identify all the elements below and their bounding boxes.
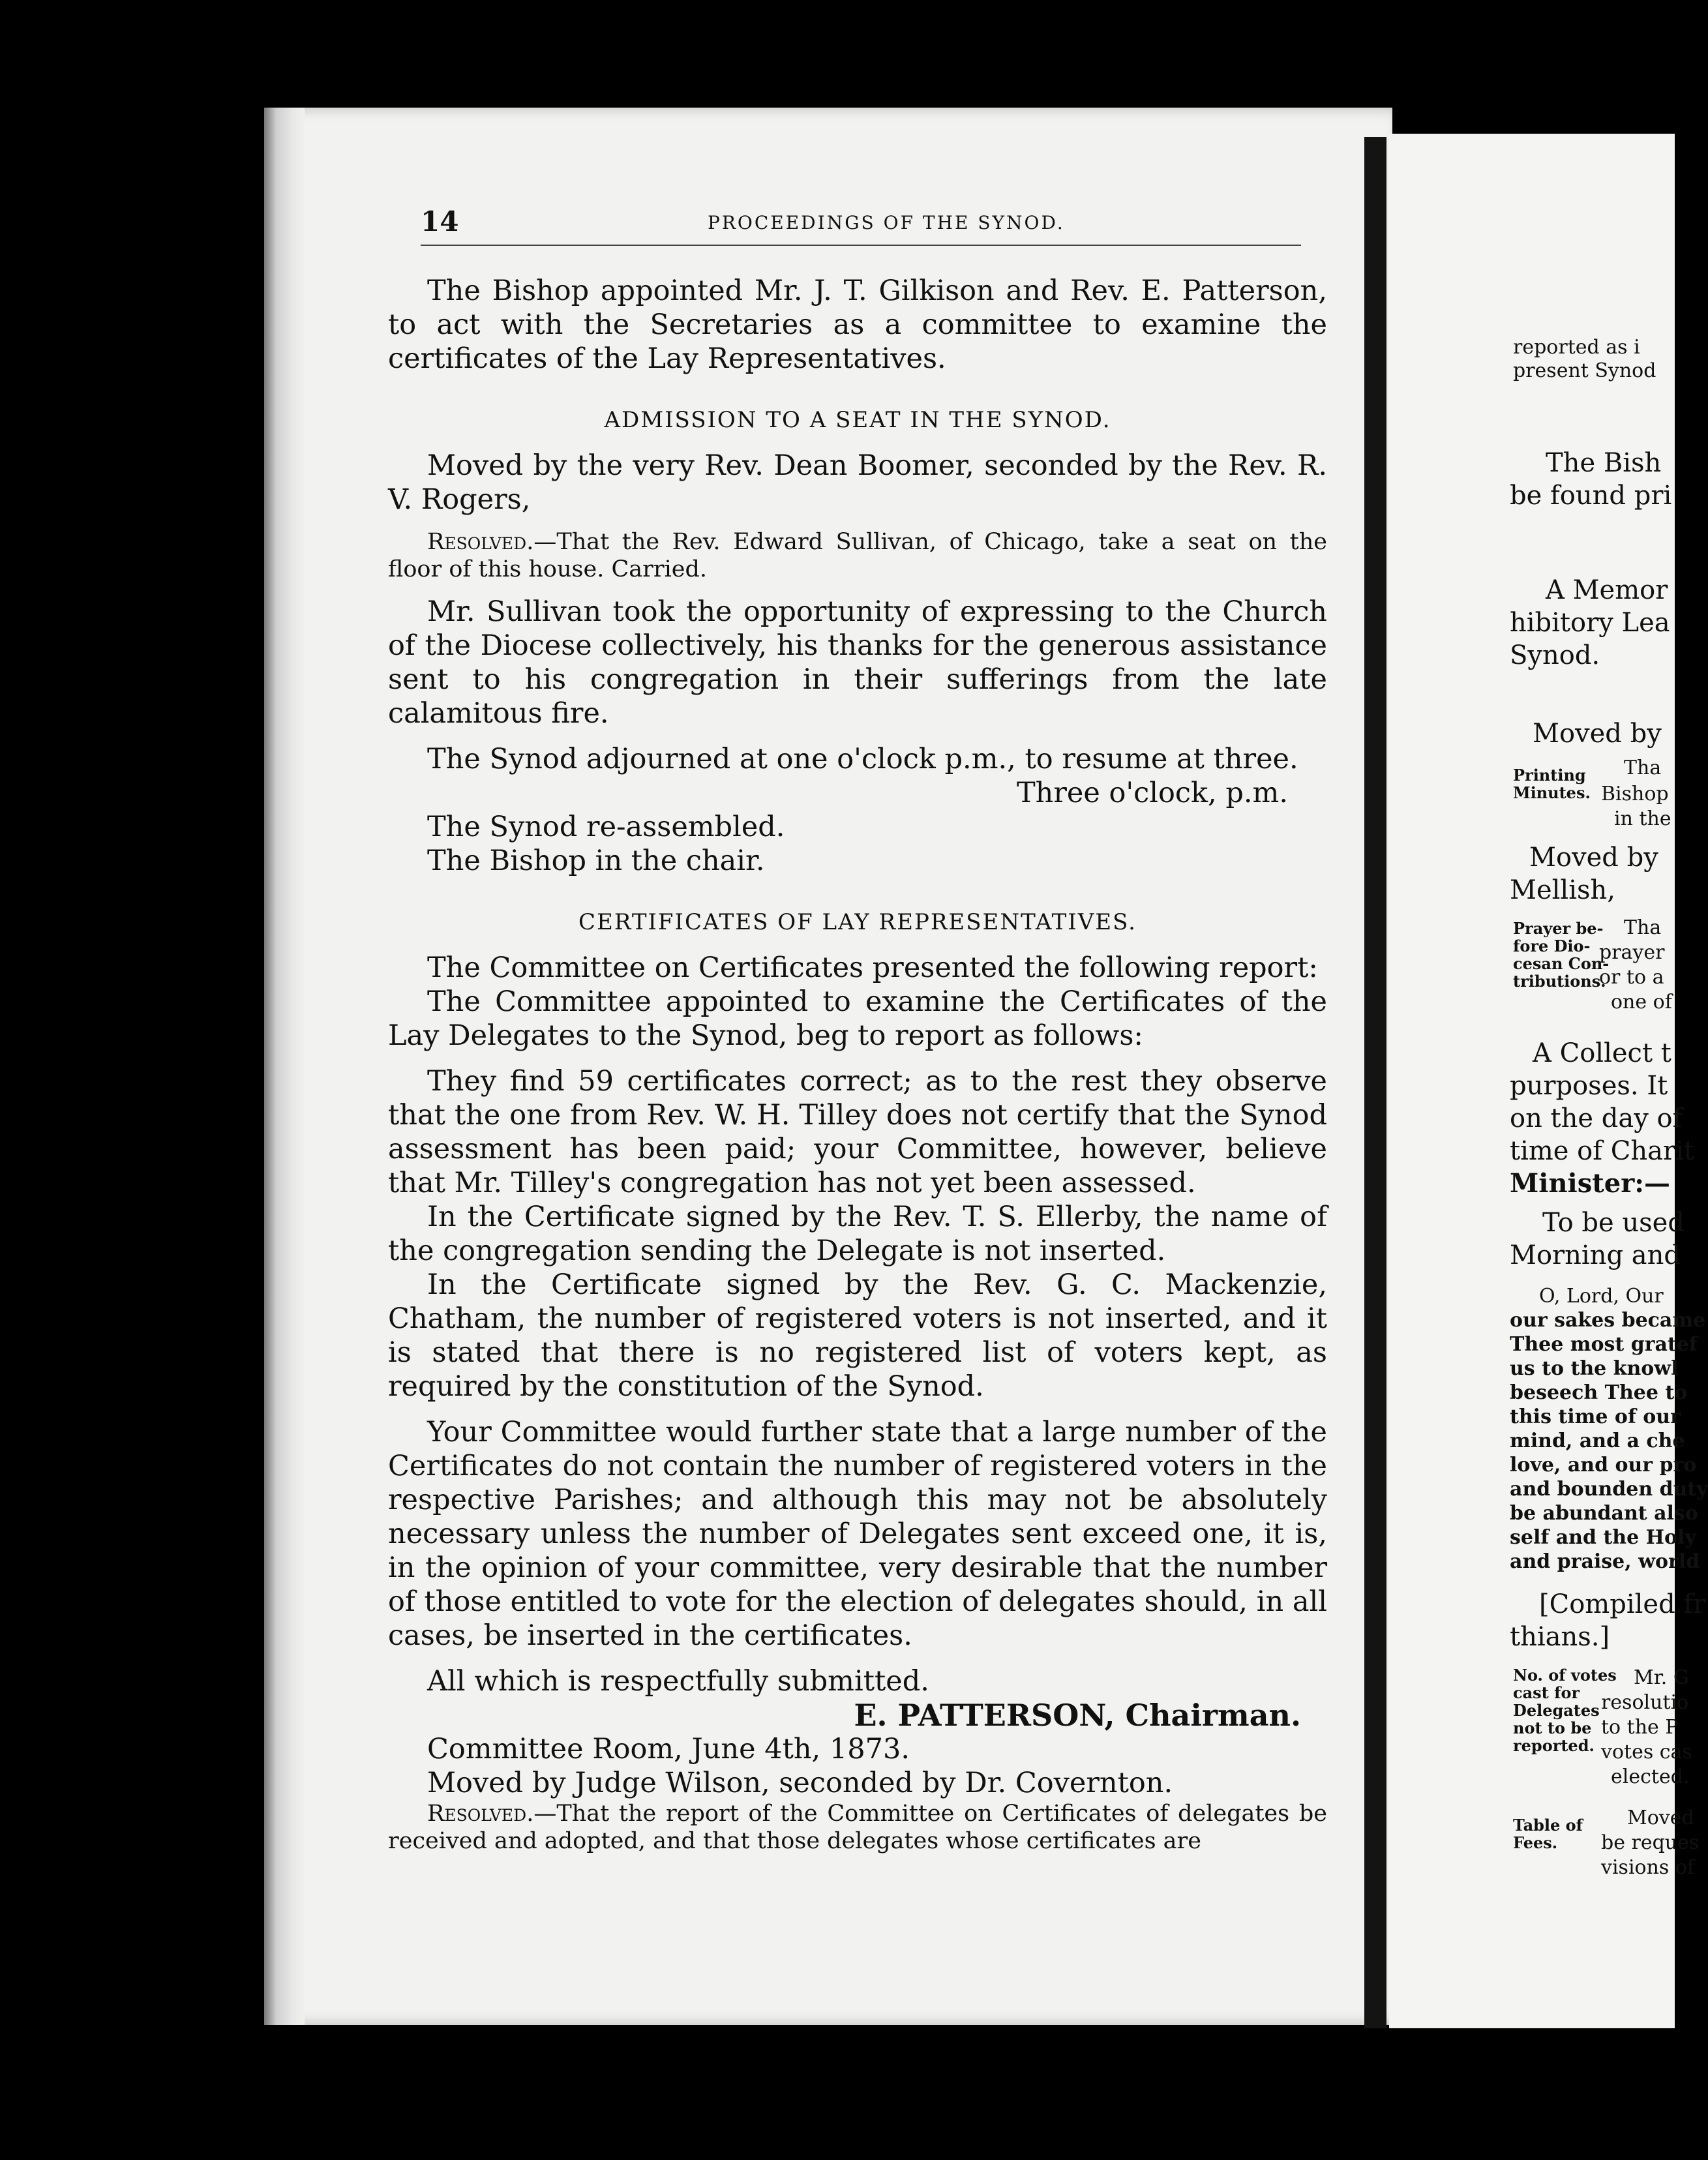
right-page-line: prayer [1599,941,1665,964]
paragraph: The Bishop in the chair. [427,845,765,877]
margin-note: Fees. [1513,1833,1558,1852]
right-page-line: one of [1611,991,1672,1013]
paragraph: All which is respectfully submitted. [427,1665,929,1698]
header-rule [421,245,1301,246]
right-page-line: be abundant also [1510,1502,1698,1525]
margin-note: Delegates [1513,1701,1600,1720]
resolution-text: —That the Rev. Edward Sullivan, of Chicago, take a seat on the floor of this house. Carried. [388,529,1327,582]
section-heading: CERTIFICATES OF LAY REPRESENTATIVES. [578,909,1137,935]
paragraph: In the Certificate signed by the Rev. G. C. Mackenzie, Chatham, the number of registered voters is not inserted, and it is stated that there is no registered list of voters kept, as required by the constitution of the Synod. [388,1268,1327,1403]
paragraph: The Bishop appointed Mr. J. T. Gilkison and Rev. E. Patterson, to act with the Secretaries as a committee to examine the certificates of the Lay Representatives. [388,275,1327,375]
right-page-line: elected. [1611,1765,1690,1788]
paragraph: In the Certificate signed by the Rev. T. S. Ellerby, the name of the congregation sending the Delegate is not inserted. [388,1201,1327,1267]
resolved-label: Resolved. [427,529,534,555]
margin-note: reported. [1513,1736,1595,1755]
right-page-line: be reques [1601,1831,1700,1854]
right-page-line: [Compiled fr [1539,1589,1706,1619]
right-page-line: Morning and [1510,1240,1681,1270]
right-page-line: or to a [1599,966,1664,989]
right-page-line: reported as i [1513,336,1640,359]
margin-note: cast for [1513,1683,1580,1702]
page-header [421,199,1301,251]
right-page-line: beseech Thee to [1510,1381,1688,1404]
right-page-line: and praise, world [1510,1550,1700,1573]
margin-note: Table of [1513,1816,1583,1835]
right-page-line: To be used [1542,1208,1685,1238]
right-page-line: Bishop [1601,783,1669,805]
right-page-line: time of Charit [1510,1136,1694,1166]
right-page [1389,134,1708,2028]
right-page-line: Moved by [1533,719,1662,749]
margin-note: Minutes. [1513,783,1591,802]
right-page-line: Minister:— [1510,1168,1671,1199]
right-page-line: purposes. It [1510,1071,1668,1101]
paragraph: Moved by the very Rev. Dean Boomer, seconded by the Rev. R. V. Rogers, [388,449,1327,516]
right-page-line: votes cas [1601,1741,1692,1763]
right-page-line: Thee most gratef [1510,1333,1698,1356]
section-heading: ADMISSION TO A SEAT IN THE SYNOD. [604,407,1111,433]
right-page-line: this time of our [1510,1405,1681,1428]
margin-note: cesan Con- [1513,954,1610,973]
right-page-line: mind, and a che [1510,1430,1685,1452]
right-page-line: Tha [1624,916,1662,939]
right-page-line: A Memor [1546,575,1668,605]
paragraph: They find 59 certificates correct; as to the rest they observe that the one from Rev. W. H. Tilley does not certify that the Synod assessment has been paid; your Committee, however, believe that Mr. Tilley's congregation has not yet been assessed. [388,1065,1327,1199]
resolution [388,528,1327,583]
right-page-line: in the [1614,807,1671,830]
right-page-line: Synod. [1510,640,1600,670]
right-page-line: thians.] [1510,1622,1610,1652]
right-page-line: Mellish, [1510,875,1616,905]
right-page-line: self and the Holy [1510,1526,1696,1549]
margin-note: fore Dio- [1513,937,1591,955]
right-page-line: and bounden duty [1510,1478,1708,1501]
resolved-label: Resolved. [427,1801,534,1827]
right-page-line: The Bish [1546,448,1662,478]
paragraph: Committee Room, June 4th, 1873. [427,1733,910,1765]
paragraph: The Committee appointed to examine the Certificates of the Lay Delegates to the Synod, beg to report as follows: [388,985,1327,1052]
right-page-line: resolutio [1601,1691,1689,1714]
book-spine [1364,137,1386,2028]
running-head: PROCEEDINGS OF THE SYNOD. [708,212,1065,233]
margin-note: No. of votes [1513,1666,1617,1685]
paragraph: Your Committee would further state that a large number of the Certificates do not contain the number of registered voters in the respective Parishes; and although this may not be absolutely necessary unless the number of Delegates sent exceed one, it is, in the opinion of your committee, very desirable that the number of those entitled to vote for the election of delegates should, in all cases, be inserted in the certificates. [388,1416,1327,1652]
resolution [388,1800,1327,1855]
page-body [388,274,1327,1855]
right-page-line: present Synod [1513,359,1656,382]
paragraph: The Synod adjourned at one o'clock p.m., to resume at three. [427,743,1298,775]
paragraph: Moved by Judge Wilson, seconded by Dr. Covernton. [427,1767,1173,1799]
left-page [264,108,1392,2025]
right-page-line: us to the knowl [1510,1357,1679,1380]
right-page-line: love, and our pro [1510,1454,1697,1477]
margin-note: Printing [1513,766,1586,785]
paragraph: Mr. Sullivan took the opportunity of expressing to the Church of the Diocese collectively, his thanks for the generous assistance sent to his congregation in their sufferings from the late calamitous fire. [388,595,1327,730]
margin-note: Prayer be- [1513,919,1604,938]
right-page-line: visions of [1601,1856,1695,1879]
right-page-line: our sakes became [1510,1309,1706,1332]
right-page-line: O, Lord, Our [1539,1285,1664,1308]
right-page-line: on the day of [1510,1103,1683,1133]
right-page-line: be found pri [1510,481,1672,511]
binding-edge [264,108,305,2025]
page-number: 14 [421,205,459,237]
resolution-text: —That the report of the Committee on Certificates of delegates be received and adopted, and that those delegates whose certificates are [388,1801,1327,1854]
margin-note: tributions. [1513,972,1606,991]
paragraph: The Committee on Certificates presented the following report: [427,952,1318,984]
margin-note: not to be [1513,1718,1592,1737]
right-page-line: Mr. G [1634,1666,1689,1689]
right-page-line: Moved [1627,1807,1694,1829]
right-page-line: hibitory Lea [1510,608,1670,638]
right-page-line: to the P [1601,1716,1679,1739]
right-page-line: Moved by [1529,843,1658,873]
time-note: Three o'clock, p.m. [1016,777,1288,809]
right-page-line: A Collect t [1533,1038,1671,1068]
signature: E. PATTERSON, Chairman. [854,1698,1301,1733]
right-page-line: Tha [1624,757,1662,779]
paragraph: The Synod re-assembled. [427,811,785,843]
